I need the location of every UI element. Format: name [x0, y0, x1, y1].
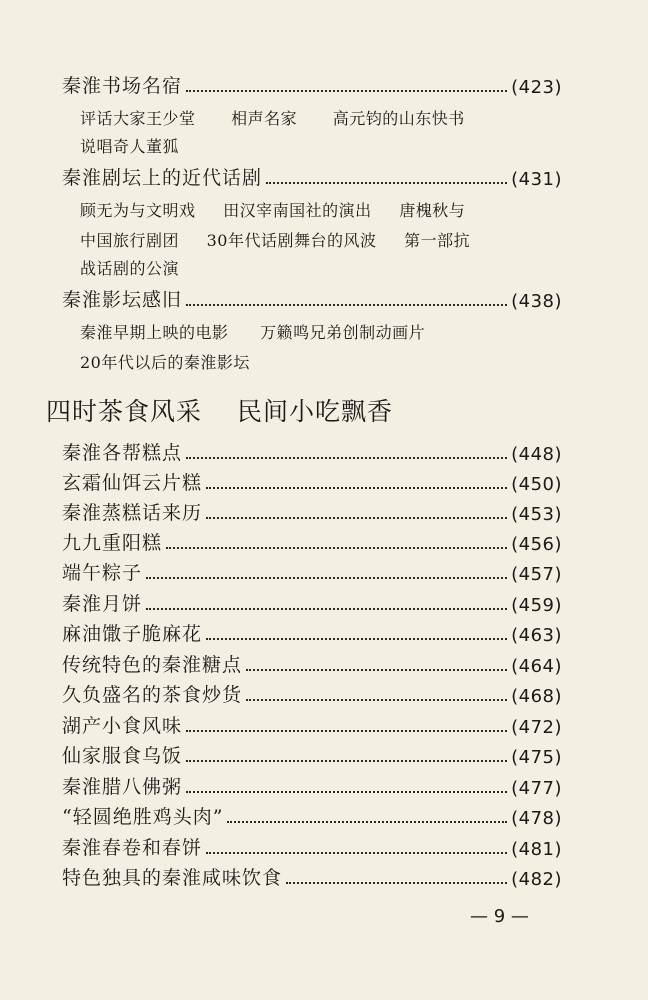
- entry-page: (453): [511, 504, 562, 525]
- dot-leader: [186, 304, 507, 306]
- toc-entry: [62, 653, 562, 677]
- toc-entry: [62, 836, 562, 860]
- dot-leader: [206, 852, 507, 854]
- toc-entry: [62, 74, 562, 98]
- subtopic: 第一部抗: [404, 231, 471, 250]
- subtopics-line: [80, 256, 179, 279]
- dot-leader: [186, 90, 507, 92]
- dot-leader: [186, 791, 507, 793]
- subtopics-line: [80, 350, 250, 373]
- dot-leader: [266, 182, 507, 184]
- entry-title: 端午粽子: [62, 562, 143, 584]
- entry-title: 湖产小食风味: [62, 715, 183, 737]
- page-number: — 9 —: [470, 906, 529, 927]
- entry-title: “轻圆绝胜鸡头肉”: [62, 806, 224, 828]
- entry-title: 九九重阳糕: [62, 532, 163, 554]
- subtopic: 30年代话剧舞台的风波: [206, 231, 377, 250]
- dot-leader: [186, 760, 507, 762]
- section-heading-part: 民间小吃飘香: [236, 397, 393, 426]
- toc-entry: [62, 714, 562, 738]
- subtopic: 万籁鸣兄弟创制动画片: [260, 323, 426, 342]
- dot-leader: [146, 577, 507, 579]
- entry-page: (477): [511, 778, 562, 799]
- entry-title: 久负盛名的茶食炒货: [62, 684, 243, 706]
- entry-title: 秦淮剧坛上的近代话剧: [62, 167, 263, 189]
- dot-leader: [206, 487, 507, 489]
- entry-page: (478): [511, 808, 562, 829]
- subtopic: 20年代以后的秦淮影坛: [80, 353, 250, 372]
- toc-entry: [62, 592, 562, 616]
- entry-title: 仙家服食乌饭: [62, 745, 183, 767]
- subtopic: 战话剧的公演: [80, 259, 180, 278]
- subtopics-line: [80, 134, 179, 157]
- toc-entry: [62, 288, 562, 312]
- entry-page: (438): [511, 291, 562, 312]
- entry-title: 秦淮各帮糕点: [62, 442, 183, 464]
- subtopic: 说唱奇人董狐: [80, 137, 180, 156]
- toc-entry: [62, 561, 562, 585]
- subtopics-line: [80, 106, 465, 129]
- entry-title: 玄霜仙饵云片糕: [62, 472, 203, 494]
- toc-entry: [62, 683, 562, 707]
- entry-title: 秦淮书场名宿: [62, 75, 183, 97]
- subtopic: 顾无为与文明戏: [80, 201, 196, 220]
- toc-entry: [62, 805, 562, 829]
- entry-page: (468): [511, 686, 562, 707]
- dot-leader: [186, 730, 507, 732]
- subtopics-line: [80, 198, 465, 221]
- section-heading: [46, 392, 393, 428]
- dot-leader: [246, 699, 507, 701]
- entry-title: 特色独具的秦淮咸味饮食: [62, 867, 283, 889]
- toc-entry: [62, 166, 562, 190]
- section-heading-part: 四时茶食风采: [46, 397, 203, 426]
- entry-title: 秦淮月饼: [62, 593, 143, 615]
- entry-page: (463): [511, 625, 562, 646]
- entry-title: 秦淮影坛感旧: [62, 289, 183, 311]
- toc-entry: [62, 622, 562, 646]
- dot-leader: [227, 821, 507, 823]
- dot-leader: [286, 882, 507, 884]
- entry-title: 秦淮腊八佛粥: [62, 776, 183, 798]
- entry-page: (450): [511, 474, 562, 495]
- entry-title: 麻油馓子脆麻花: [62, 623, 203, 645]
- dot-leader: [246, 669, 507, 671]
- entry-title: 秦淮蒸糕话来历: [62, 502, 203, 524]
- entry-page: (464): [511, 656, 562, 677]
- dot-leader: [206, 638, 507, 640]
- dot-leader: [146, 608, 507, 610]
- toc-entry: [62, 866, 562, 890]
- entry-page: (431): [511, 169, 562, 190]
- subtopic: 相声名家: [231, 109, 298, 128]
- toc-entry: [62, 441, 562, 465]
- subtopic: 田汉宰南国社的演出: [223, 201, 372, 220]
- subtopic: 高元钧的山东快书: [332, 109, 465, 128]
- dot-leader: [166, 547, 507, 549]
- entry-page: (423): [511, 77, 562, 98]
- subtopic: 唐槐秋与: [399, 201, 466, 220]
- entry-title: 秦淮春卷和春饼: [62, 837, 203, 859]
- entry-page: (457): [511, 564, 562, 585]
- subtopic: 中国旅行剧团: [80, 231, 180, 250]
- toc-entry: [62, 775, 562, 799]
- entry-page: (475): [511, 747, 562, 768]
- subtopics-line: [80, 320, 425, 343]
- subtopic: 秦淮早期上映的电影: [80, 323, 229, 342]
- dot-leader: [186, 457, 507, 459]
- entry-page: (456): [511, 534, 562, 555]
- toc-entry: [62, 531, 562, 555]
- entry-page: (448): [511, 444, 562, 465]
- toc-entry: [62, 744, 562, 768]
- entry-page: (459): [511, 595, 562, 616]
- subtopics-line: [80, 228, 470, 251]
- entry-title: 传统特色的秦淮糖点: [62, 654, 243, 676]
- toc-entry: [62, 501, 562, 525]
- subtopic: 评话大家王少堂: [80, 109, 196, 128]
- dot-leader: [206, 517, 507, 519]
- entry-page: (481): [511, 839, 562, 860]
- toc-entry: [62, 471, 562, 495]
- entry-page: (482): [511, 869, 562, 890]
- entry-page: (472): [511, 717, 562, 738]
